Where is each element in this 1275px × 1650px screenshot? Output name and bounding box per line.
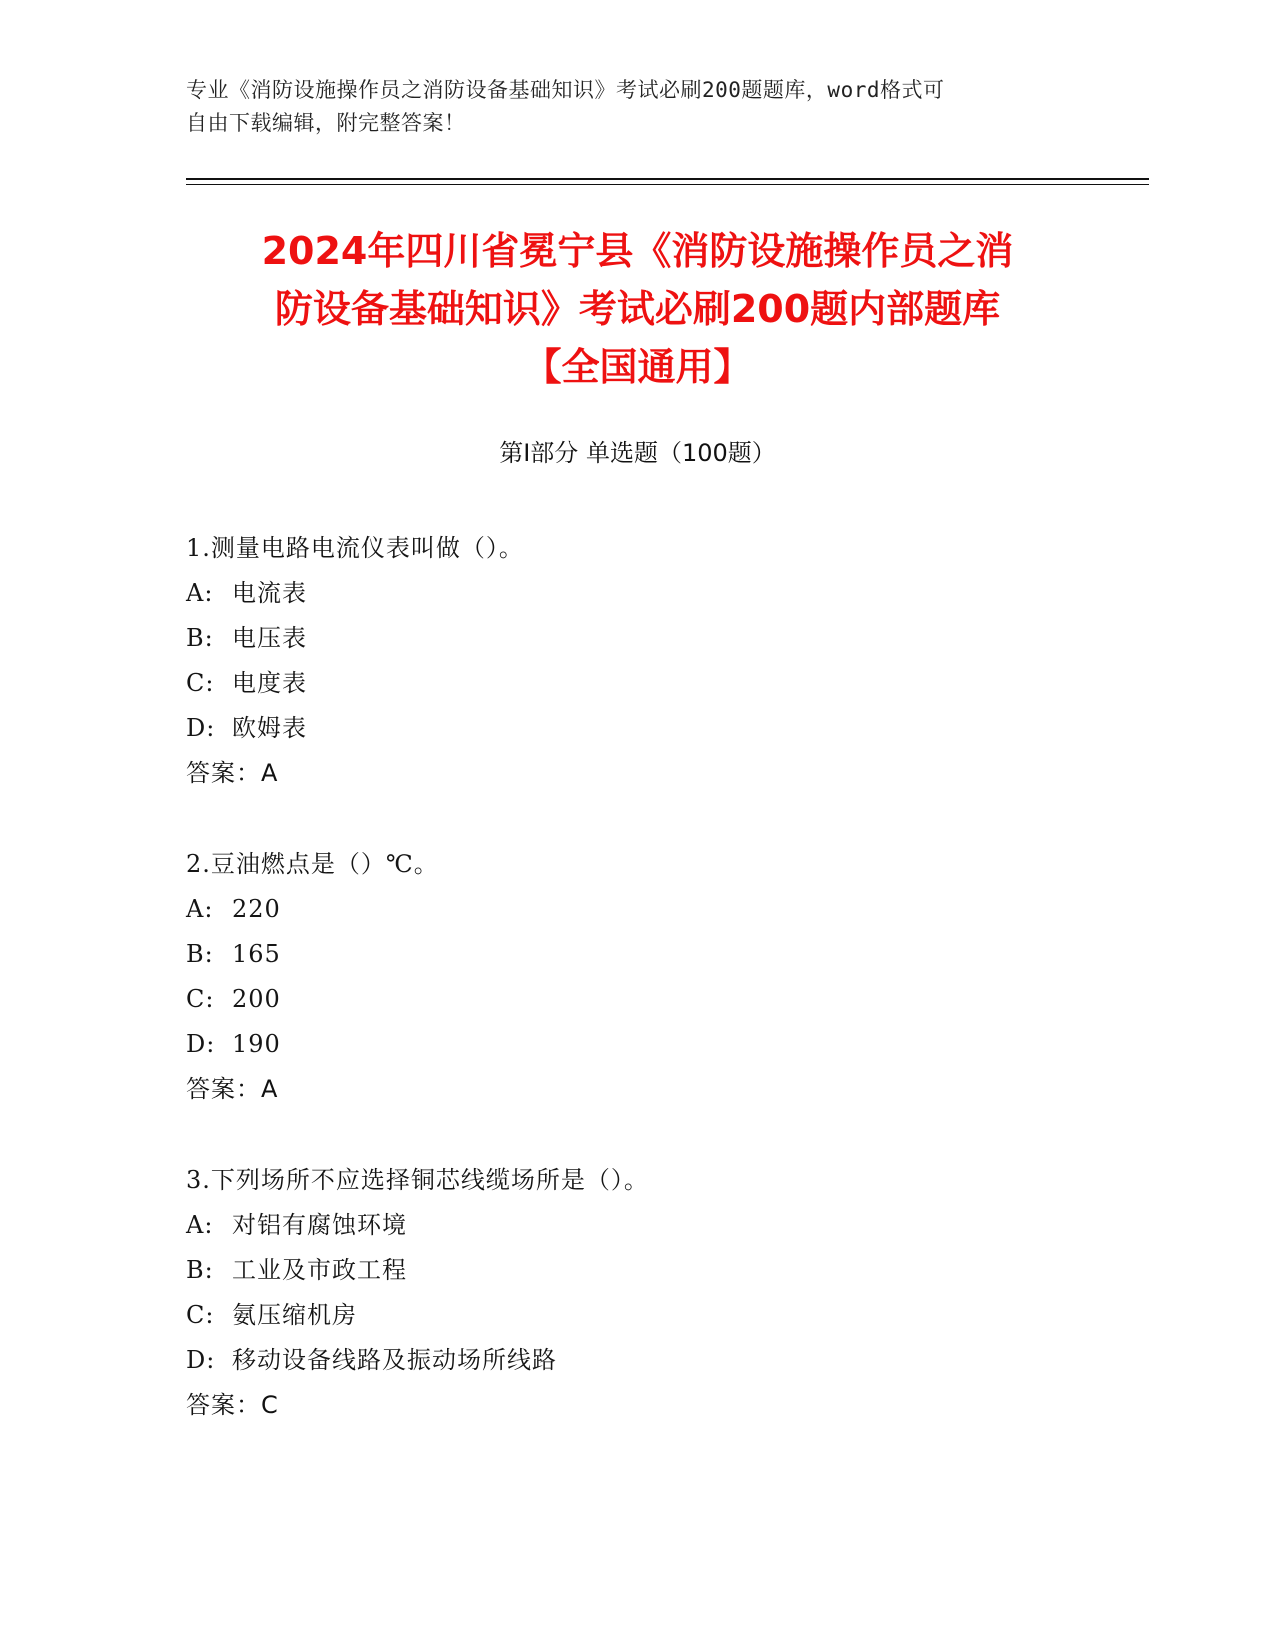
answer-value: A xyxy=(261,1075,278,1103)
option-text: 电流表 xyxy=(232,579,307,607)
option-text: 165 xyxy=(232,940,281,968)
option-d xyxy=(186,1338,1146,1383)
answer-line xyxy=(186,1383,1146,1428)
option-letter: C: xyxy=(186,985,215,1013)
answer-value: C xyxy=(261,1391,278,1419)
header-note-line-2: 自由下载编辑，附完整答案！ xyxy=(186,111,466,135)
answer-label: 答案： xyxy=(186,1391,261,1419)
option-text: 电度表 xyxy=(232,669,307,697)
option-c xyxy=(186,1293,1146,1338)
header-divider-thick xyxy=(186,178,1149,180)
question-item xyxy=(186,1158,1146,1428)
option-text: 对铝有腐蚀环境 xyxy=(232,1211,407,1239)
option-text: 190 xyxy=(232,1030,281,1058)
option-text: 氨压缩机房 xyxy=(232,1301,357,1329)
option-text: 欧姆表 xyxy=(232,714,307,742)
document-title-line-3: 【全国通用】 xyxy=(523,345,752,389)
answer-label: 答案： xyxy=(186,1075,261,1103)
answer-line xyxy=(186,1067,1146,1112)
option-b xyxy=(186,616,1146,661)
option-letter: D: xyxy=(186,714,216,742)
option-c xyxy=(186,661,1146,706)
option-letter: A: xyxy=(186,1211,214,1239)
answer-line xyxy=(186,751,1146,796)
question-item xyxy=(186,842,1146,1112)
option-letter: D: xyxy=(186,1030,216,1058)
answer-label: 答案： xyxy=(186,759,261,787)
option-letter: B: xyxy=(186,624,214,652)
option-letter: A: xyxy=(186,895,214,923)
header-note-line-1: 专业《消防设施操作员之消防设备基础知识》考试必刷200题题库，word格式可 xyxy=(186,78,945,102)
section-title: 第Ⅰ部分 单选题（100题） xyxy=(499,439,776,467)
question-list xyxy=(186,526,1146,1474)
option-c xyxy=(186,977,1146,1022)
option-a xyxy=(186,887,1146,932)
option-letter: C: xyxy=(186,1301,215,1329)
option-a xyxy=(186,571,1146,616)
option-b xyxy=(186,932,1146,977)
header-note xyxy=(186,74,1086,140)
option-letter: D: xyxy=(186,1346,216,1374)
option-text: 200 xyxy=(232,985,281,1013)
option-b xyxy=(186,1248,1146,1293)
option-a xyxy=(186,1203,1146,1248)
question-stem: 2.豆油燃点是（）℃。 xyxy=(186,850,439,878)
question-stem: 1.测量电路电流仪表叫做（）。 xyxy=(186,534,524,562)
document-title-line-1: 2024年四川省冕宁县《消防设施操作员之消 xyxy=(261,229,1014,273)
question-stem: 3.下列场所不应选择铜芯线缆场所是（）。 xyxy=(186,1166,649,1194)
option-d xyxy=(186,706,1146,751)
option-text: 电压表 xyxy=(232,624,307,652)
option-text: 工业及市政工程 xyxy=(232,1256,407,1284)
document-title-line-2: 防设备基础知识》考试必刷200题内部题库 xyxy=(274,287,1001,331)
option-letter: C: xyxy=(186,669,215,697)
header-divider-thin xyxy=(186,184,1149,185)
question-item xyxy=(186,526,1146,796)
option-text: 220 xyxy=(232,895,281,923)
answer-value: A xyxy=(261,759,278,787)
option-d xyxy=(186,1022,1146,1067)
option-letter: B: xyxy=(186,1256,214,1284)
document-title xyxy=(150,222,1125,396)
option-text: 移动设备线路及振动场所线路 xyxy=(232,1346,557,1374)
option-letter: B: xyxy=(186,940,214,968)
option-letter: A: xyxy=(186,579,214,607)
